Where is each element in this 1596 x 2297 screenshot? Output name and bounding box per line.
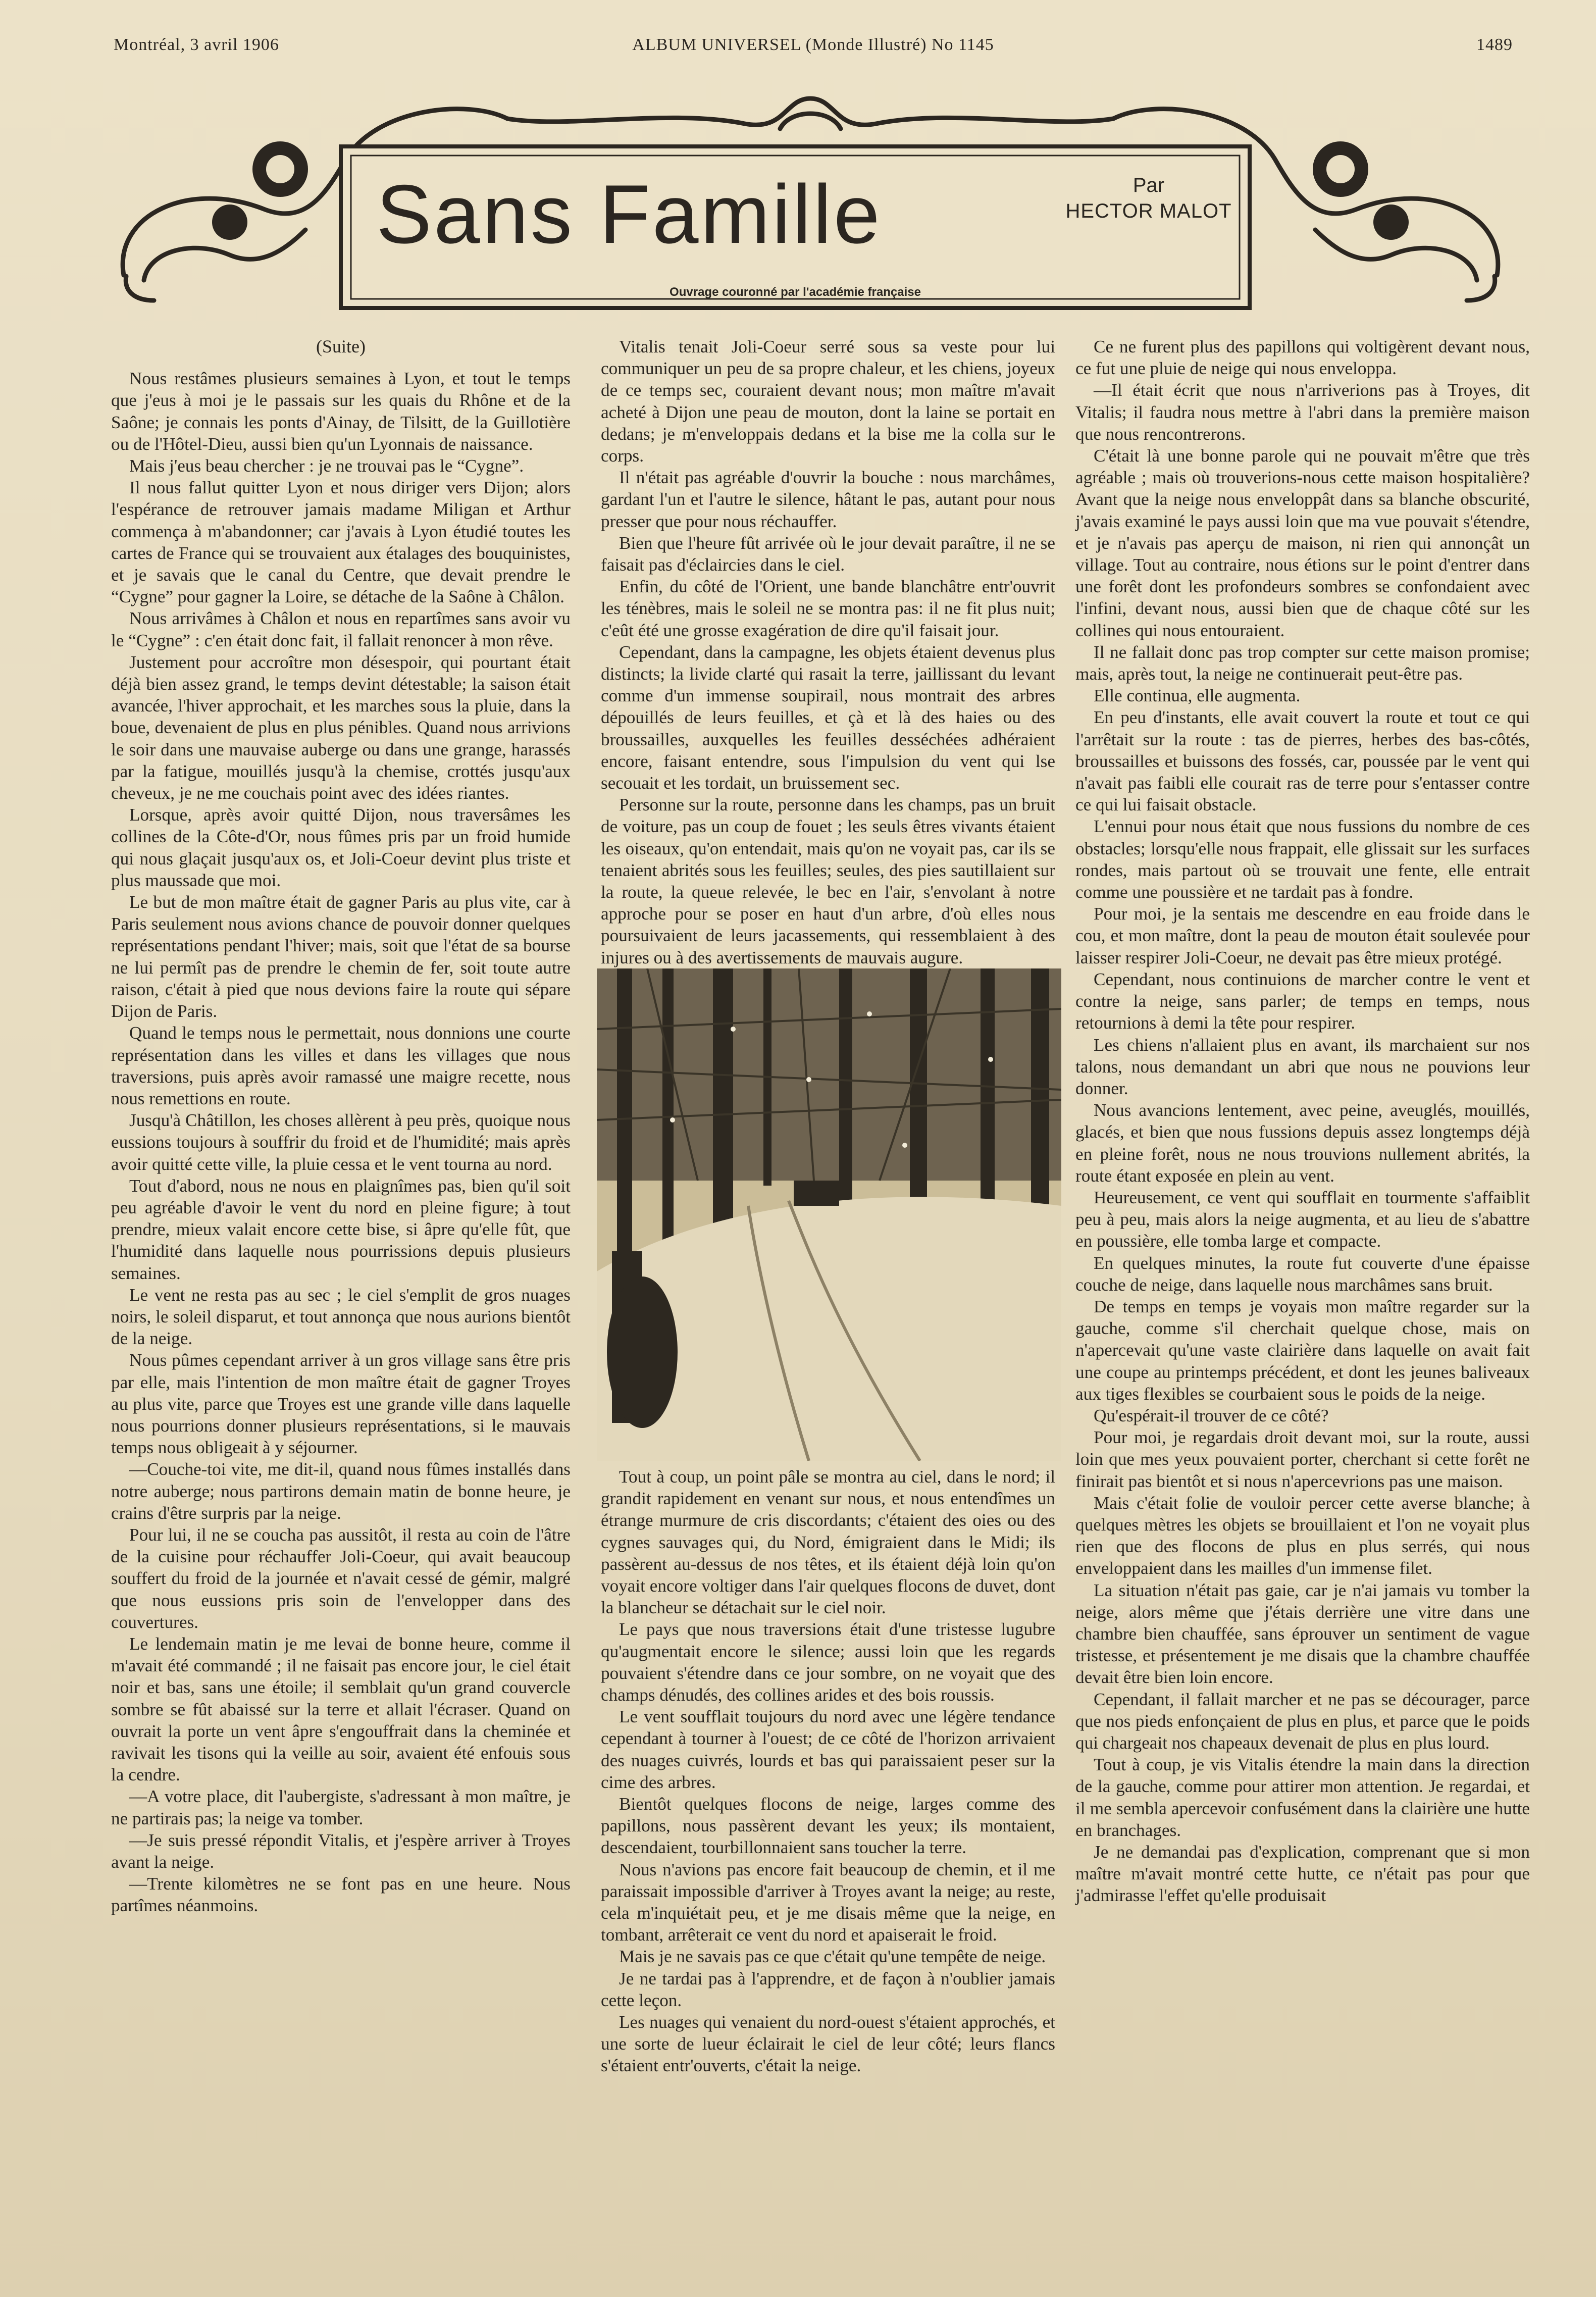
paragraph: Elle continua, elle augmenta. [1094, 686, 1301, 706]
paragraph: —Trente kilomètres ne se font pas en une heure. Nous partîmes néanmoins. [111, 1874, 571, 1916]
running-head [114, 35, 1513, 61]
paragraph: Je ne demandai pas d'explication, comprenant que si mon maître m'avait montré cette hutte, ce n'était pas pour que j'admirasse l'effet qu'elle produisait [1075, 1842, 1530, 1906]
paragraph: Pour moi, je la sentais me descendre en eau froide dans le cou, et mon maître, dont la peau de mouton était soulevée pour laisser respirer Joli-Coeur, ne devait pas être mieux protégé. [1075, 904, 1530, 967]
paragraph: Vitalis tenait Joli-Coeur serré sous sa veste pour lui communiquer un peu de sa propre chaleur, et les chiens, joyeux de ce temps sec, couraient devant nous; mon maître m'avait acheté à Dijon une peau de mouton, dont la laine se portait en dedans; je m'enveloppais dedans et la bise me la colla sur le corps. [601, 337, 1055, 466]
paragraph: Qu'espérait-il trouver de ce côté? [1094, 1405, 1329, 1425]
paragraph: Mais j'eus beau chercher : je ne trouvai pas le “Cygne”. [129, 456, 524, 476]
paragraph: —Il était écrit que nous n'arriverions pas à Troyes, dit Vitalis; il faudra nous mettre à l'abri dans la première maison que nous rencontrerons. [1075, 380, 1530, 444]
paragraph: —Je suis pressé répondit Vitalis, et j'espère arriver à Troyes avant la neige. [111, 1830, 571, 1872]
byline [1058, 174, 1240, 223]
paragraph: Pour lui, il ne se coucha pas aussitôt, il resta au coin de l'âtre de la cuisine pour réchauffer Joli-Coeur, qui avait beaucoup souffert du froid de la journée et n'avait cessé de gémir, malgré que nous eussions pris soin de l'envelopper dans des couvertures. [111, 1524, 571, 1632]
paragraph: Bientôt quelques flocons de neige, larges comme des papillons, nous passèrent devant les yeux; ils montaient, descendaient, tourbillonnaient sans toucher la terre. [601, 1794, 1055, 1858]
paragraph: Le pays que nous traversions était d'une tristesse lugubre qu'augmentait encore le silence; aussi loin que les regards pouvaient s'étendre dans ce jour sombre, on ne voyait que des champs dénudés, des collines arides et des bois roussis. [601, 1619, 1055, 1705]
paragraph: —Couche-toi vite, me dit-il, quand nous fûmes installés dans notre auberge; nous partirons demain matin de bonne heure, je crains d'être surpris par la neige. [111, 1459, 571, 1523]
header-publication: ALBUM UNIVERSEL (Monde Illustré) No 1145 [632, 35, 994, 54]
paragraph: De temps en temps je voyais mon maître regarder sur la gauche, comme s'il cherchait quelque chose, mais on n'apercevait qu'une vaste clairière dans laquelle on avait fait une coupe au printemps précédent, et dont les jeunes baliveaux aux tiges flexibles se courbaient sous le poids de la neige. [1075, 1296, 1530, 1404]
paragraph: Nous restâmes plusieurs semaines à Lyon, et tout le temps que j'eus à moi je le passais sur les quais du Rhône et de la Saône; je connais les ponts d'Ainay, de Tilsitt, de la Guillotière ou de l'Hôtel-Dieu, aussi bien qu'un Lyonnais de naissance. [111, 369, 571, 454]
paragraph: Il ne fallait donc pas trop compter sur cette maison promise; mais, après tout, la neige ne continuerait peut-être pas. [1075, 642, 1530, 684]
paragraph: Le but de mon maître était de gagner Paris au plus vite, car à Paris seulement nous avions chance de pouvoir donner quelques représentations pendant l'hiver; mais, soit que l'état de sa bourse ne lui permît pas de prendre le chemin de fer, soit toute autre raison, c'était à pied que nous devions faire la route qui sépare Dijon de Paris. [111, 892, 571, 1022]
paragraph: Cependant, il fallait marcher et ne pas se décourager, parce que nos pieds enfonçaient de plus en plus, et parce que le poids qui chargeait nos chapeaux devenait de plus en plus lourd. [1075, 1689, 1530, 1753]
text-column-2 [601, 336, 1055, 2077]
paragraph: Mais c'était folie de vouloir percer cette averse blanche; à quelques mètres les objets se brouillaient et l'on ne voyait plus rien que des flocons de plus en plus serrés, qui nous enveloppaient dans les mailles d'un immense filet. [1075, 1493, 1530, 1578]
forest-snow-engraving-icon [597, 968, 1061, 1461]
paragraph: Nous pûmes cependant arriver à un gros village sans être pris par elle, mais l'intention de mon maître était de gagner Troyes au plus vite, parce que Troyes est une grande ville dans laquelle nous pourrions donner plusieurs représentations, si le mauvais temps nous obligeait à y séjourner. [111, 1350, 571, 1458]
paragraph: En quelques minutes, la route fut couverte d'une épaisse couche de neige, dans laquelle nous marchâmes sans bruit. [1075, 1253, 1530, 1295]
paragraph: Enfin, du côté de l'Orient, une bande blanchâtre entr'ouvrit les ténèbres, mais le soleil ne se montra pas: il ne fit plus nuit; c'eût été une grosse exagération de dire qu'il faisait jour. [601, 577, 1055, 640]
paragraph: Lorsque, après avoir quitté Dijon, nous traversâmes les collines de la Côte-d'Or, nous fûmes pris par un froid humide qui nous glaçait jusqu'aux os, et Joli-Coeur devint plus triste et plus maussade que moi. [111, 805, 571, 890]
suite-label: (Suite) [316, 336, 366, 356]
paragraph: Le vent soufflait toujours du nord avec une légère tendance cependant à tourner à l'ouest; de ce côté de l'horizon arrivaient des nuages cuivrés, lourds et bas qui paraissaient peser sur la cime des arbres. [601, 1707, 1055, 1792]
paragraph: Les chiens n'allaient plus en avant, ils marchaient sur nos talons, nous demandant un abri que nous ne pouvions leur donner. [1075, 1035, 1530, 1098]
title-frame [341, 146, 1250, 308]
paragraph: Nous arrivâmes à Châlon et nous en repartîmes sans avoir vu le “Cygne” : c'en était donc fait, il fallait renoncer à mon rêve. [111, 608, 571, 650]
paragraph: Heureusement, ce vent qui soufflait en tourmente s'affaiblit peu à peu, mais alors la neige augmenta, et au lieu de s'abattre en poussière, elle tomba large et compacte. [1075, 1187, 1530, 1251]
masthead [114, 88, 1507, 321]
paragraph: Tout d'abord, nous ne nous en plaignîmes pas, bien qu'il soit peu agréable d'avoir le vent du nord en pleine figure; à tout prendre, mieux valait encore cette bise, si âpre qu'elle fût, que l'humidité dans laquelle nous pourrissions depuis plusieurs semaines. [111, 1176, 571, 1283]
paragraph: La situation n'était pas gaie, car je n'ai jamais vu tomber la neige, alors même que j'étais derrière une vitre dans une chambre bien chauffée, sans éprouver un sentiment de vague tristesse, et présentement je me disais que la chambre chauffée devait être bien loin encore. [1075, 1580, 1530, 1688]
forest-snow-illustration [597, 968, 1061, 1461]
paragraph: Nous n'avions pas encore fait beaucoup de chemin, et il me paraissait impossible d'arriver à Troyes avant la neige; au reste, cela m'inquiétait peu, et je me disais même que la neige, en tombant, arrêterait ce vent du nord et apaiserait le froid. [601, 1859, 1055, 1945]
paragraph: Bien que l'heure fût arrivée où le jour devait paraître, il ne se faisait pas d'éclaircies dans le ciel. [601, 533, 1055, 575]
paragraph: Pour moi, je regardais droit devant moi, sur la route, aussi loin que mes yeux pouvaient porter, cherchant si cette forêt ne finirait pas bientôt et si nous n'apercevrions pas une maison. [1075, 1427, 1530, 1491]
paragraph: Quand le temps nous le permettait, nous donnions une courte représentation dans les villes et dans les villages que nous traversions, puis après avoir ramassé une maigre recette, nous nous remettions en route. [111, 1023, 571, 1108]
text-column-1 [111, 336, 571, 1917]
paragraph: Cependant, nous continuions de marcher contre le vent et contre la neige, sans parler; de temps en temps, nous retournions à demi la tête pour respirer. [1075, 969, 1530, 1033]
paragraph: Mais je ne savais pas ce que c'était qu'une tempête de neige. [619, 1947, 1046, 1967]
byline-par: Par [1132, 174, 1165, 196]
paragraph: Il nous fallut quitter Lyon et nous diriger vers Dijon; alors l'espérance de retrouver jamais madame Miligan et Arthur commença à m'abandonner; car j'avais à Lyon étudié toutes les cartes de France qui se trouvaient aux étalages des bouquinistes, et je savais que le canal du Centre, que devait prendre le “Cygne” pour gagner la Loire, se détache de la Saône à Châlon. [111, 478, 571, 607]
header-page-number: 1489 [1476, 35, 1513, 54]
paragraph: Nous avancions lentement, avec peine, aveuglés, mouillés, glacés, et bien que nous fussions depuis assez longtemps déjà en pleine forêt, nous ne nous trouvions nullement abrités, la route étant exposée en plein au vent. [1075, 1100, 1530, 1186]
paragraph: Tout à coup, un point pâle se montra au ciel, dans le nord; il grandit rapidement en venant sur nous, et nous entendîmes un étrange murmure de cris discordants; c'étaient des oies ou des cygnes sauvages qui, du Nord, émigraient dans le Midi; ils passèrent au-dessus de nos têtes, et ils étaient déjà loin qu'on voyait encore voltiger dans l'air quelques flocons de duvet, dont la blancheur se détachait sur le ciel noir. [601, 1466, 1055, 1618]
paragraph: Je ne tardai pas à l'apprendre, et de façon à n'oublier jamais cette leçon. [601, 1968, 1055, 2010]
serial-subtitle: Ouvrage couronné par l'académie française [670, 285, 921, 299]
paragraph: L'ennui pour nous était que nous fussions du nombre de ces obstacles; lorsqu'elle nous frappait, elle glissait sur les surfaces rondes, mais partout où se trouvait une fente, elle entrait comme une poussière et ne tardait pas à fondre. [1075, 816, 1530, 902]
header-date: Montréal, 3 avril 1906 [114, 35, 279, 54]
byline-author: HECTOR MALOT [1065, 200, 1232, 222]
paragraph: —A votre place, dit l'aubergiste, s'adressant à mon maître, je ne partirais pas; la neige va tomber. [111, 1786, 571, 1828]
paragraph: Tout à coup, je vis Vitalis étendre la main dans la direction de la gauche, comme pour attirer mon attention. Je regardai, et il me sembla apercevoir confusément dans la clairière une hutte en branchages. [1075, 1755, 1530, 1840]
paragraph: Ce ne furent plus des papillons qui voltigèrent devant nous, ce fut une pluie de neige qui nous enveloppa. [1075, 337, 1530, 379]
serial-title: Sans Famille [376, 168, 882, 261]
paragraph: Il n'était pas agréable d'ouvrir la bouche : nous marchâmes, gardant l'un et l'autre le silence, hâtant le pas, autant pour nous presser que pour nous réchauffer. [601, 468, 1055, 531]
paragraph: Les nuages qui venaient du nord-ouest s'étaient approchés, et une sorte de lueur éclairait le ciel de leur côté; leurs flancs s'étaient entr'ouverts, c'était la neige. [601, 2012, 1055, 2076]
paragraph: Justement pour accroître mon désespoir, qui pourtant était déjà bien assez grand, le temps devint détestable; la saison était avancée, l'hiver approchait, et les marches sous la pluie, dans la boue, devenaient de plus en plus pénibles. Quand nous arrivions le soir dans une mauvaise auberge ou dans une grange, harassés par la fatigue, mouillés jusqu'à la chemise, crottés jusqu'aux cheveux, je ne me couchais point avec des idées riantes. [111, 652, 571, 803]
paragraph: Le lendemain matin je me levai de bonne heure, comme il m'avait été commandé ; il ne faisait pas encore jour, le ciel était noir et bas, sans une étoile; il semblait qu'un grand couvercle sombre se fût abaissé sur la terre et allait l'écraser. Quand on ouvrait la porte un vent âpre s'engouffrait dans la cheminée et ravivait les tisons qui la veille au soir, avaient été enfouis sous la cendre. [111, 1634, 571, 1785]
paragraph: Cependant, dans la campagne, les objets étaient devenus plus distincts; la livide clarté qui rasait la terre, jaillissant du levant comme d'un immense soupirail, nous montrait des arbres dépouillés de leurs feuilles, et çà et là des haies ou des broussailles, auxquelles les feuilles desséchées adhéraient encore, faisant entendre, sous l'impulsion du vent qui lse secouait et les tordait, un bruissement sec. [601, 642, 1055, 793]
paragraph: En peu d'instants, elle avait couvert la route et tout ce qui l'arrêtait sur la route : tas de pierres, herbes des bas-côtés, broussailles et buissons des fossés, car, poussée par le vent qui n'avait pas faibli elle courait ras de terre pour s'entasser contre ce qui lui faisait obstacle. [1075, 707, 1530, 815]
text-column-3 [1075, 336, 1530, 1907]
paragraph: Le vent ne resta pas au sec ; le ciel s'emplit de gros nuages noirs, le soleil disparut, et tout annonça que nous aurions bientôt de la neige. [111, 1285, 571, 1349]
paragraph: Personne sur la route, personne dans les champs, pas un bruit de voiture, pas un coup de fouet ; les seuls êtres vivants étaient les oiseaux, qu'on entendait, mais qu'on ne voyait pas, car ils se tenaient abrités sous les feuilles; seules, des pies sautillaient sur la route, la queue relevée, le bec en l'air, s'envolant à notre approche pour se poser en haut d'un arbre, d'où elles nous poursuivaient de leurs jacassements, qui ressemblaient à des injures ou à des avertissements de mauvais augure. [601, 795, 1055, 967]
paragraph: C'était là une bonne parole qui ne pouvait m'être que très agréable ; mais où trouverions-nous cette maison hospitalière? Avant que la neige nous enveloppât dans sa blanche obscurité, j'avais examiné le pays aussi loin que ma vue pouvait s'étendre, et je n'avais pas aperçu de maison, ni rien qui annonçât un village. Tout au contraire, nous étions sur le point d'entrer dans une forêt dont les profondeurs sombres se confondaient avec l'infini, devant nous, aussi bien que de chaque côté sur les collines qui nous entouraient. [1075, 446, 1530, 640]
paragraph: Jusqu'à Châtillon, les choses allèrent à peu près, quoique nous eussions toujours à souffrir du froid et de l'humidité; mais après avoir quitté cette ville, la pluie cessa et le vent tourna au nord. [111, 1110, 571, 1174]
